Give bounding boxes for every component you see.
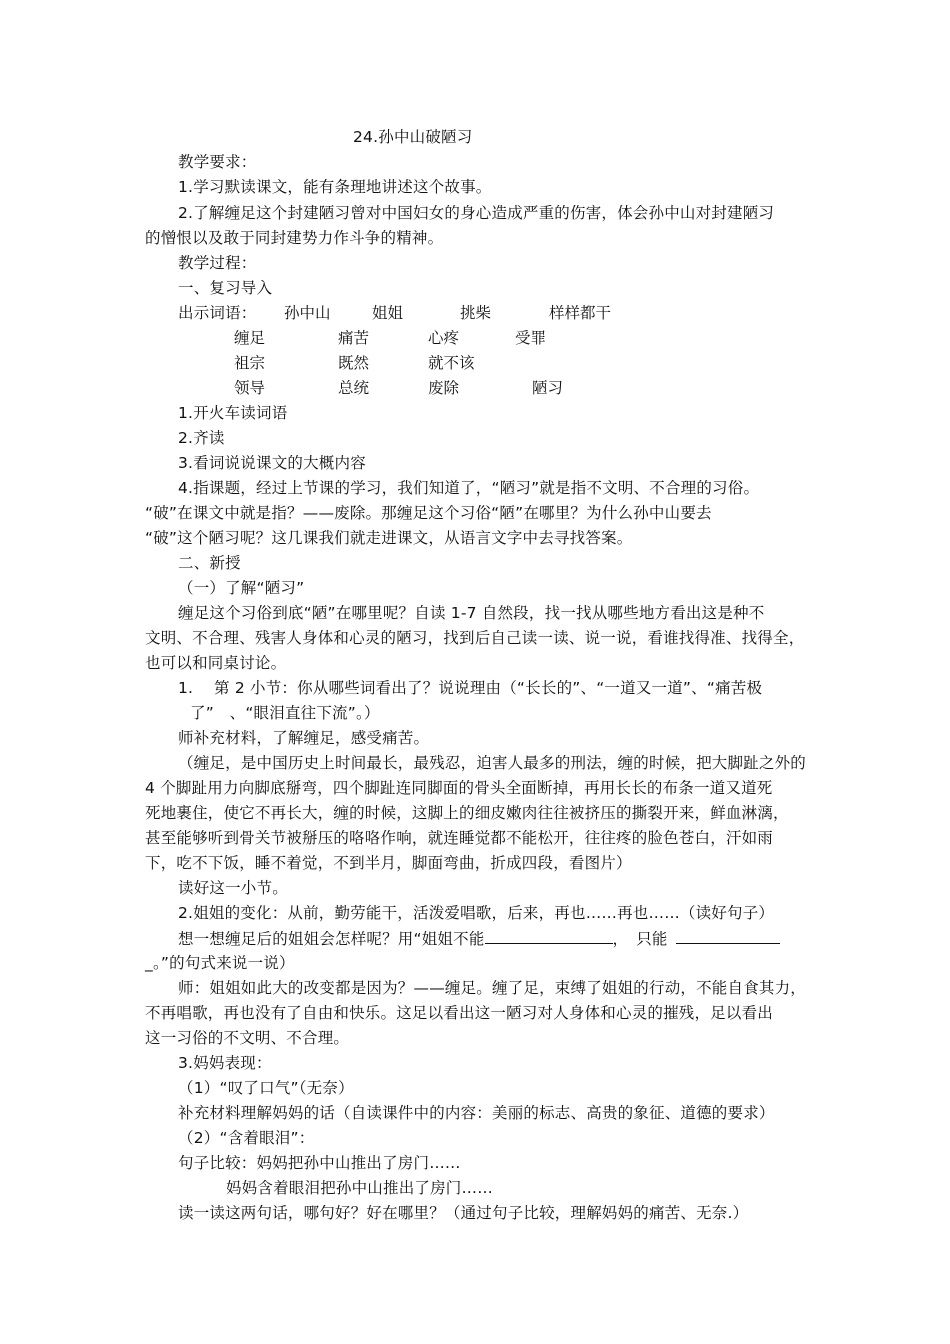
material-line-5: 下，吃不下饭，睡不着觉，不到半月，脚面弯曲，折成四段，看图片） <box>145 854 632 872</box>
step-4-line-1: 4.指课题，经过上节课的学习，我们知道了，“陋习”就是指不文明、不合理的习俗。 <box>178 479 760 497</box>
material-line-2: 4 个脚趾用力向脚底掰弯，四个脚趾连同脚面的骨头全面断掉，再用长长的布条一道又道死 <box>145 779 773 797</box>
mother-point-1: （1）“叹了口气”（无奈） <box>178 1079 354 1097</box>
step-3: 3.看词说说课文的大概内容 <box>178 454 366 472</box>
think-prompt-2: ， 只能 <box>612 930 668 948</box>
word: 领导 <box>234 379 266 397</box>
teacher-supplement: 师补充材料，了解缠足，感受痛苦。 <box>178 729 430 747</box>
teacher-comment-line-3: 这一习俗的不文明、不合理。 <box>145 1029 350 1047</box>
page-title: 24.孙中山破陋习 <box>353 128 473 146</box>
process-heading: 教学过程： <box>178 254 257 272</box>
goals-heading: 教学要求： <box>178 153 257 171</box>
subsection-1-heading: （一）了解“陋习” <box>178 579 305 597</box>
step-2: 2.齐读 <box>178 429 225 447</box>
question-line-1: 缠足这个习俗到底“陋”在哪里呢？自读 1-7 自然段，找一找从哪些地方看出这是种不 <box>178 604 765 622</box>
question-line-2: 文明、不合理、残害人身体和心灵的陋习，找到后自己读一读、说一说，看谁找得准、找得全， <box>145 629 805 647</box>
section-1-heading: 一、复习导入 <box>178 279 273 297</box>
step-1: 1.开火车读词语 <box>178 404 288 422</box>
word: 祖宗 <box>234 354 266 372</box>
word: 就不该 <box>428 354 475 372</box>
word: 样样都干 <box>549 304 612 322</box>
step-4-line-2: “破”在课文中就是指？——废除。那缠足这个习俗“陋”在哪里？为什么孙中山要去 <box>145 504 712 522</box>
item-1-line-1: 1. 第 2 小节：你从哪些词看出了？说说理由（“长长的”、“一道又一道”、“痛苦极 <box>178 679 763 697</box>
fill-blank[interactable] <box>485 928 613 944</box>
goal-2-line-2: 的憎恨以及敢于同封建势力作斗争的精神。 <box>145 229 444 247</box>
teacher-comment-line-1: 师：姐姐如此大的改变都是因为？——缠足。缠了足，束缚了姐姐的行动，不能自食其力， <box>178 979 807 997</box>
show-words-label: 出示词语： <box>178 304 257 322</box>
goal-2-line-1: 2.了解缠足这个封建陋习曾对中国妇女的身心造成严重的伤害，体会孙中山对封建陋习 <box>178 204 775 222</box>
sentence-compare-1: 句子比较：妈妈把孙中山推出了房门…… <box>178 1154 461 1172</box>
item-2: 2.姐姐的变化：从前，勤劳能干，活泼爱唱歌，后来，再也……再也……（读好句子） <box>178 904 775 922</box>
material-line-1: （缠足，是中国历史上时间最长，最残忍，迫害人最多的刑法，缠的时候，把大脚趾之外的 <box>178 754 807 772</box>
mother-point-1-detail: 补充材料理解妈妈的话（自读课件中的内容：美丽的标志、高贵的象征、道德的要求） <box>178 1104 775 1122</box>
word: 孙中山 <box>284 304 331 322</box>
goal-1: 1.学习默读课文，能有条理地讲述这个故事。 <box>178 178 492 196</box>
step-4-line-3: “破”这个陋习呢？这几课我们就走进课文，从语言文字中去寻找答案。 <box>145 529 633 547</box>
word: 挑柴 <box>460 304 492 322</box>
material-line-3: 死地裹住，使它不再长大，缠的时候，这脚上的细皮嫩肉往往被挤压的撕裂开来，鲜血淋漓， <box>145 804 789 822</box>
read-section: 读好这一小节。 <box>178 879 288 897</box>
word: 总统 <box>338 379 370 397</box>
sentence-compare-2: 妈妈含着眼泪把孙中山推出了房门…… <box>226 1179 493 1197</box>
mother-point-2: （2）“含着眼泪”： <box>178 1129 315 1147</box>
item-3: 3.妈妈表现： <box>178 1054 272 1072</box>
question-line-3: 也可以和同桌讨论。 <box>145 654 287 672</box>
sentence-compare-question: 读一读这两句话，哪句好？好在哪里？（通过句子比较，理解妈妈的痛苦、无奈.） <box>178 1204 749 1222</box>
fill-blank[interactable] <box>676 928 780 944</box>
item-1-line-2: 了” 、“眼泪直往下流”。） <box>190 704 380 722</box>
think-line-1 <box>178 928 780 949</box>
word: 心疼 <box>428 329 460 347</box>
word: 既然 <box>338 354 370 372</box>
word: 缠足 <box>234 329 266 347</box>
material-line-4: 甚至能够听到骨关节被掰压的咯咯作响，就连睡觉都不能松开，往往疼的脸色苍白，汗如雨 <box>145 829 774 847</box>
word: 废除 <box>428 379 460 397</box>
word: 姐姐 <box>372 304 404 322</box>
think-prompt: 想一想缠足后的姐姐会怎样呢？用“姐姐不能 <box>178 930 485 948</box>
teacher-comment-line-2: 不再唱歌，再也没有了自由和快乐。这足以看出这一陋习对人身体和心灵的摧残，足以看出 <box>145 1004 774 1022</box>
think-line-2: _。”的句式来说一说） <box>145 954 295 972</box>
word: 陋习 <box>532 379 564 397</box>
section-2-heading: 二、新授 <box>178 554 241 572</box>
word: 受罪 <box>515 329 547 347</box>
word: 痛苦 <box>338 329 370 347</box>
